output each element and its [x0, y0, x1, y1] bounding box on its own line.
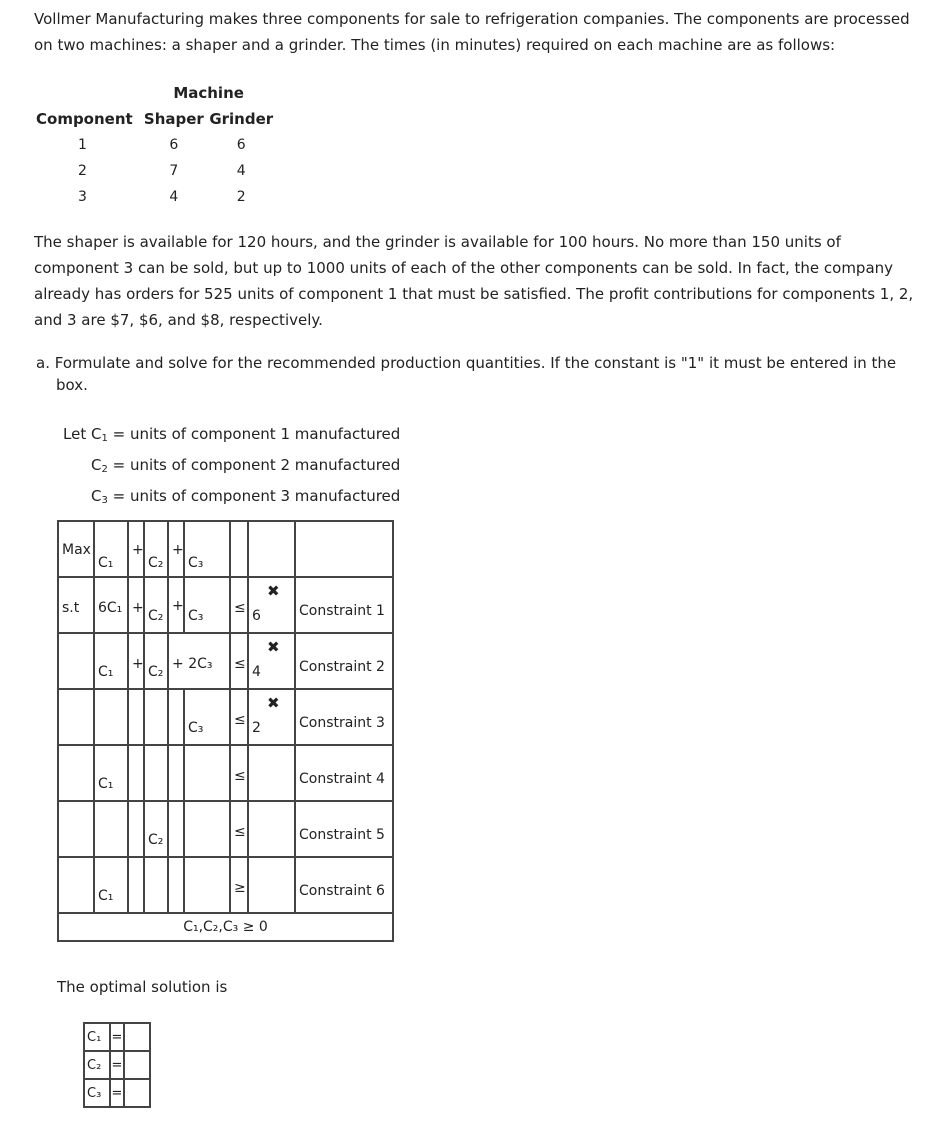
coef-input[interactable]: + 2C₃ [168, 633, 230, 689]
incorrect-icon: ✖ [267, 638, 280, 656]
rhs-input[interactable] [248, 857, 295, 913]
rhs-input[interactable]: ✖ 6 [248, 577, 295, 633]
coef-input[interactable] [184, 745, 230, 801]
coef-input[interactable]: C₁ [94, 633, 128, 689]
coef-input[interactable]: C₂ [144, 577, 168, 633]
max-label: Max [62, 542, 91, 558]
coef-input[interactable]: 6C₁ [94, 577, 128, 633]
header-shaper: Shaper [143, 110, 204, 128]
constraint-row: C₃ ≤ ✖ 2 Constraint 3 [58, 689, 393, 745]
coef-input[interactable] [144, 745, 168, 801]
variable-definitions: Let $C_1$ = units of component 1 manufactured $C_2$ = units of component 2 manufactured $C_3$ = units of component 3 manufactured [63, 425, 401, 506]
coef-input[interactable]: C₃ [184, 577, 230, 633]
constraint-row: C₁ + C₂ + 2C₃ ≤ ✖ 4 Constraint 2 [58, 633, 393, 689]
constraint-row: s.t 6C₁ + C₂ + C₃ ≤ ✖ 6 Constraint 1 [58, 577, 393, 633]
coef-input[interactable] [184, 801, 230, 857]
coef-input[interactable]: C₁ [94, 857, 128, 913]
lp-model-table [57, 520, 394, 942]
rhs-input[interactable]: ✖ 2 [248, 689, 295, 745]
machine-time-table [36, 80, 276, 210]
incorrect-icon: ✖ [267, 694, 280, 712]
solution-row: C₁ = [84, 1023, 150, 1051]
solution-input[interactable] [124, 1023, 150, 1051]
solution-input[interactable] [124, 1051, 150, 1079]
details-paragraph: The shaper is available for 120 hours, and the grinder is available for 100 hours. No more than 150 units of component 3 can be sold, but up to 1000 units of each of the other components can be sold. In fact, the company already has orders for 525 units of component 1 that must be satisfied. The profit contributions for components 1, 2, and 3 are $7, $6, and $8, respectively. [34, 233, 914, 329]
solution-row: C₂ = [84, 1051, 150, 1079]
coef-input[interactable]: C₂ [144, 633, 168, 689]
coef-input[interactable]: C₁ [94, 745, 128, 801]
coef-input[interactable]: C₁ [94, 521, 128, 577]
coef-input[interactable]: C₂ [144, 801, 168, 857]
constraint-row: C₁ ≤ Constraint 4 [58, 745, 393, 801]
intro-paragraph: Vollmer Manufacturing makes three components for sale to refrigeration companies. The components are processed on two machines: a shaper and a grinder. The times (in minutes) required on each machine are as follows: [34, 10, 910, 54]
coef-input[interactable] [144, 689, 168, 745]
coef-input[interactable] [184, 857, 230, 913]
rhs-input[interactable] [248, 745, 295, 801]
coef-input[interactable] [94, 689, 128, 745]
constraint-row: C₂ ≤ Constraint 5 [58, 801, 393, 857]
objective-row: Max C₁ + C₂ + C₃ [58, 521, 393, 577]
optimal-solution-heading: The optimal solution is [57, 978, 228, 996]
incorrect-icon: ✖ [267, 582, 280, 600]
question-a: a. Formulate and solve for the recommended production quantities. If the constant is "1" it must be entered in the box. [36, 354, 897, 394]
coef-input[interactable]: C₃ [184, 689, 230, 745]
header-grinder: Grinder [209, 110, 274, 128]
table-row: 2 7 4 [78, 163, 246, 179]
rhs-input[interactable] [248, 801, 295, 857]
header-component: Component [36, 110, 133, 128]
coef-input[interactable]: C₂ [144, 521, 168, 577]
rhs-input[interactable]: ✖ 4 [248, 633, 295, 689]
solution-input[interactable] [124, 1079, 150, 1107]
table-row: 3 4 2 [78, 189, 246, 205]
constraint-row: C₁ ≥ Constraint 6 [58, 857, 393, 913]
coef-input[interactable] [94, 801, 128, 857]
nonnegativity-row: C₁,C₂,C₃ ≥ 0 [58, 913, 393, 941]
machine-group-header: Machine [173, 84, 244, 102]
coef-input[interactable]: C₃ [184, 521, 230, 577]
solution-table [83, 1022, 151, 1108]
table-row: 1 6 6 [78, 137, 246, 153]
coef-input[interactable] [144, 857, 168, 913]
solution-row: C₃ = [84, 1079, 150, 1107]
